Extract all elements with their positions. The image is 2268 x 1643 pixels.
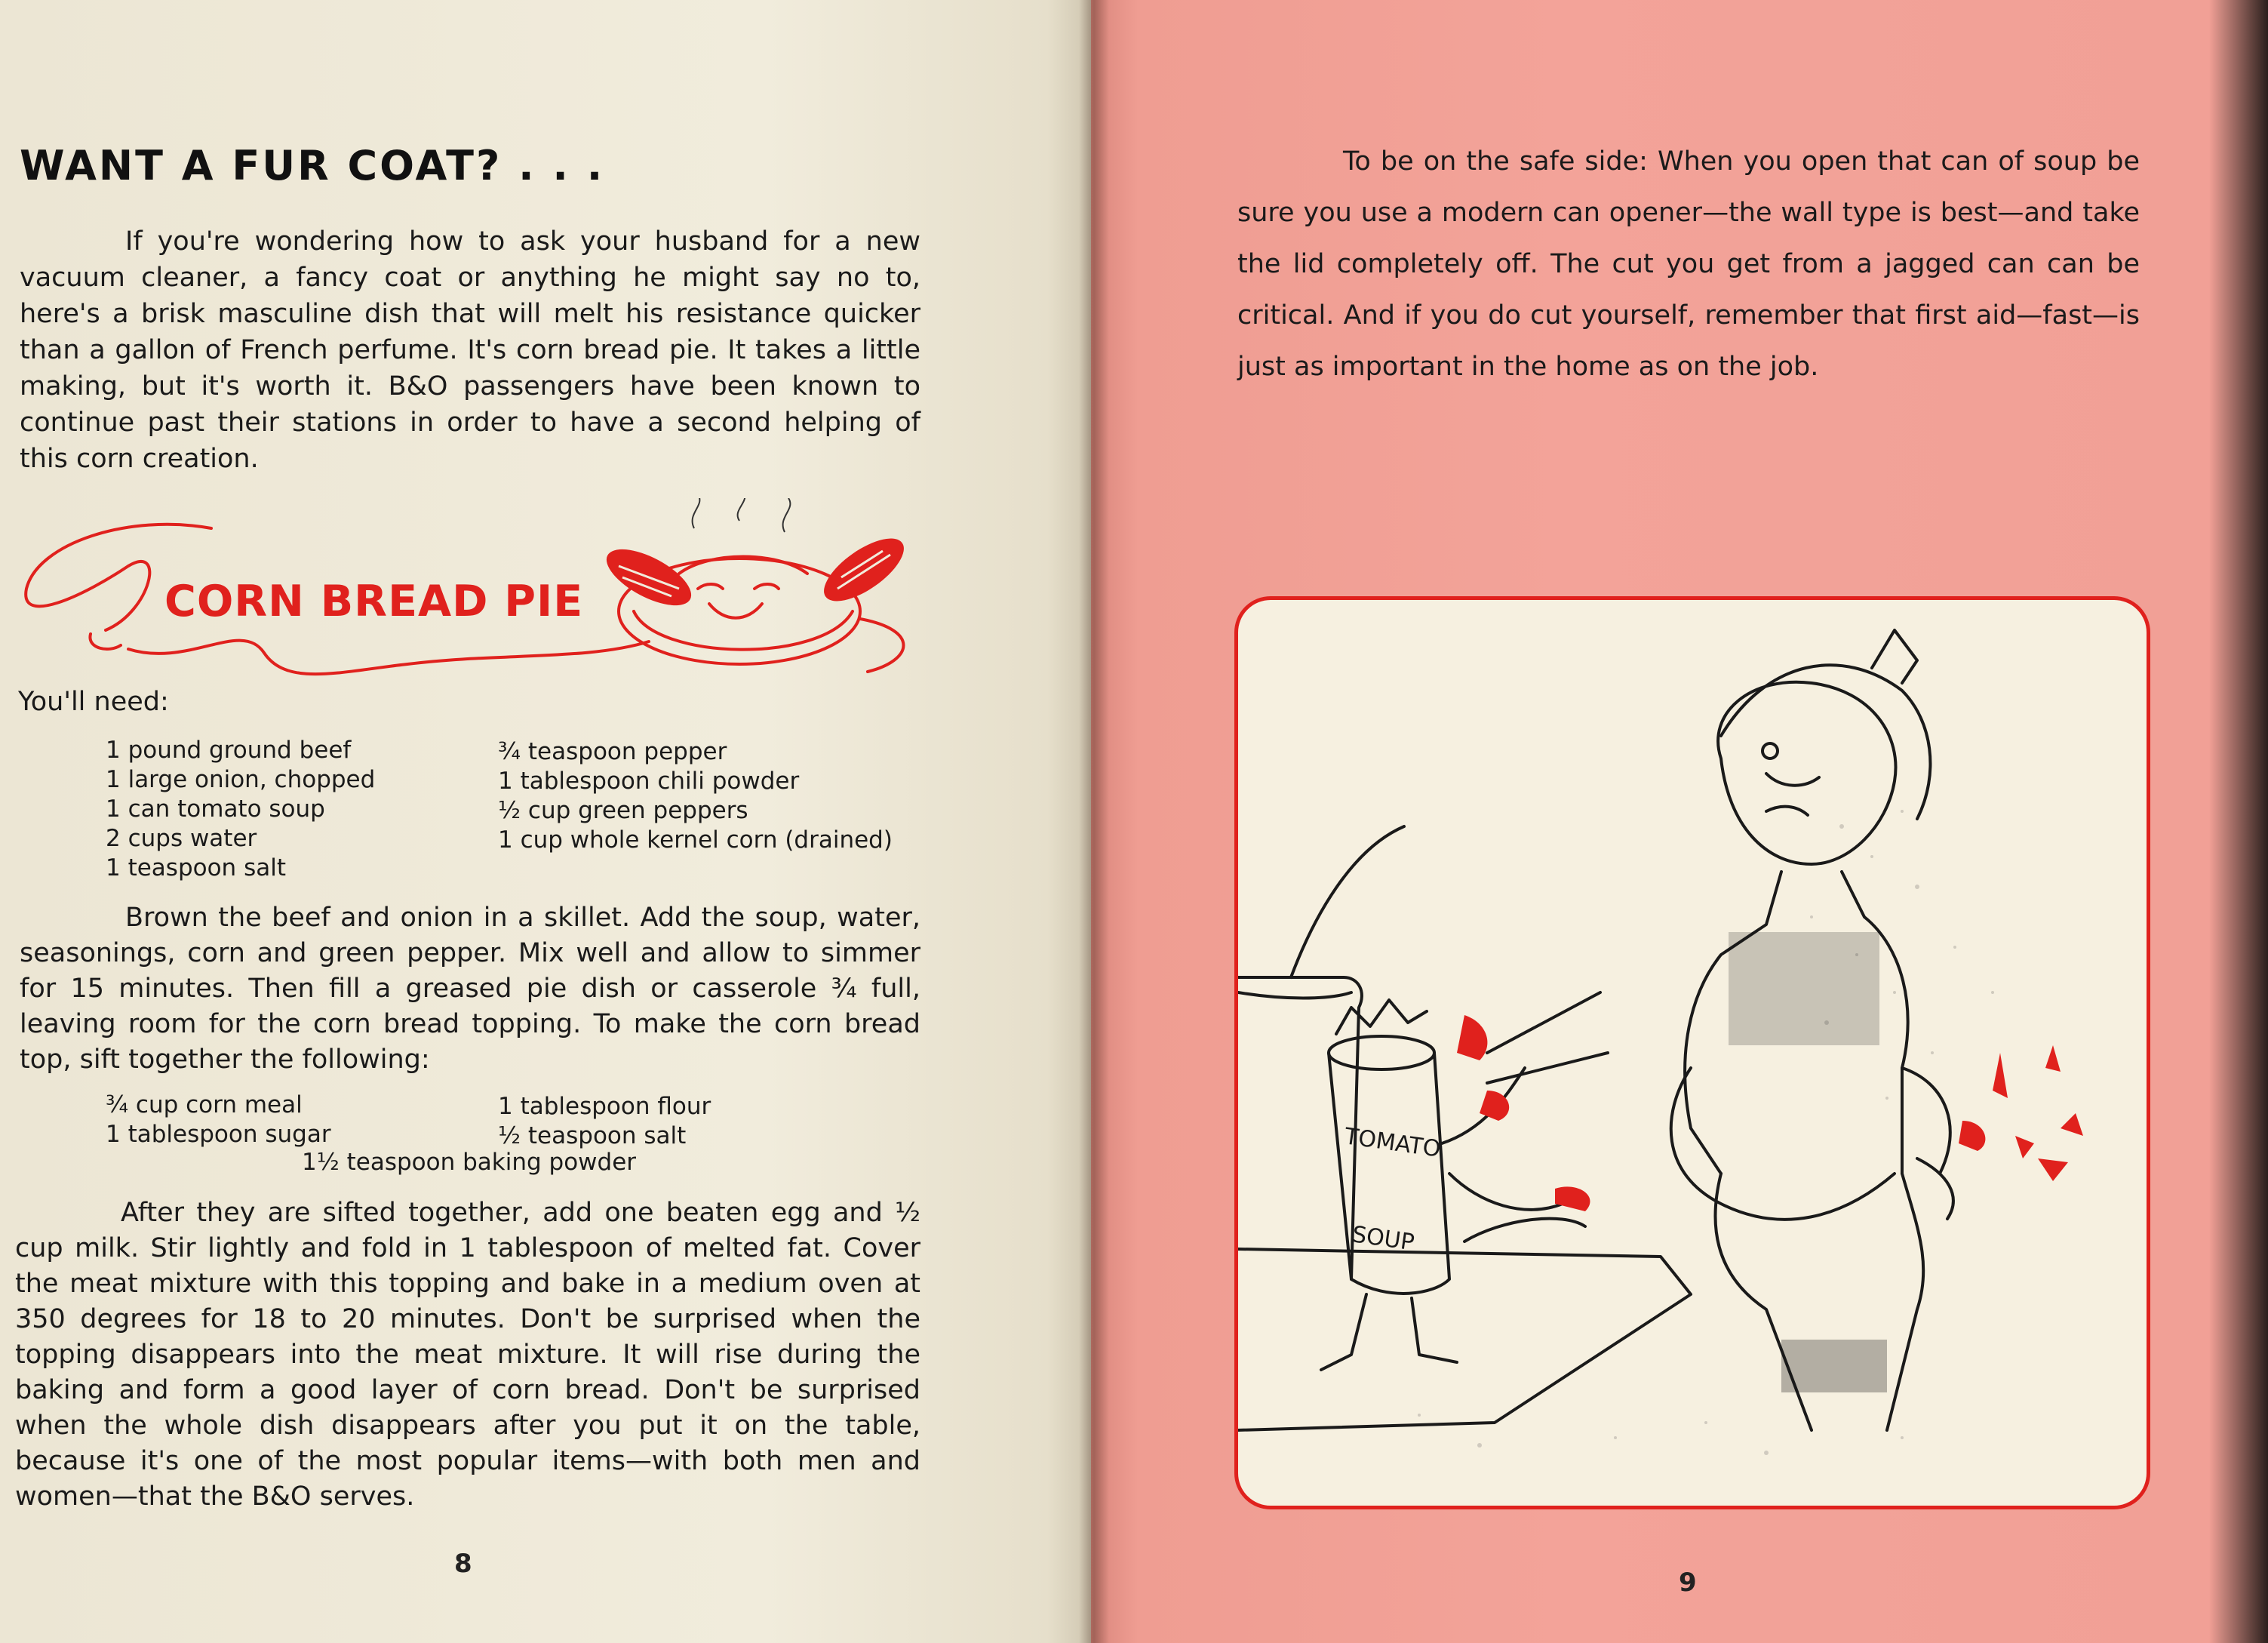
topping-item: ¾ cup corn meal [106,1091,303,1118]
topping-item: ½ teaspoon salt [498,1122,687,1149]
ingredient-item: 1 tablespoon chili powder [498,768,800,795]
topping-right-list [498,1092,711,1151]
final-paragraph: After they are sifted together, add one beaten egg and ½ cup milk. Stir lightly and fold in 1 tablespoon of melted fat. Cover the meat mixture with this topping and bake in a medium oven at 350 degrees for 18 to 20 minutes. Don't be surprised when the topping disappears into the meat mixture. It will rise during the baking and form a good layer of corn bread. Don't be surprised when the whole dish disappears after you put it on the table, because it's one of the most popular items—with both men and women—that the B&O serves. [15,1198,920,1512]
ingredient-item: 1 teaspoon salt [106,854,286,881]
ingredient-item: ½ cup green peppers [498,797,748,824]
book-gutter [1079,0,1109,1643]
ingredients-right-list [498,737,893,855]
ingredient-item: 1 pound ground beef [106,737,352,764]
topping-item-centered: 1½ teaspoon baking powder [302,1149,637,1176]
topping-item: 1 tablespoon flour [498,1093,711,1120]
youll-need-label: You'll need: [18,687,169,717]
ingredient-item: ¾ teaspoon pepper [498,738,727,765]
intro-paragraph: If you're wondering how to ask your husband for a new vacuum cleaner, a fancy coat or anything he might say no to, here's a brisk masculine dish that will melt his resistance quicker than a gallon of French perfume. It's corn bread pie. It takes a little making, but it's worth it. B&O passengers have been known to continue past their stations in order to have a second helping of this corn creation. [20,226,920,474]
page-number-left: 8 [454,1549,472,1579]
recipe-title: CORN BREAD PIE [164,577,584,626]
right-page [1091,0,2268,1643]
ingredient-item: 2 cups water [106,825,257,852]
cartoon-frame [1234,596,2150,1509]
can-label-top: TOMATO [1342,1123,1443,1163]
ingredients-left-list [106,736,375,883]
topping-left-list [106,1091,331,1149]
page-heading: WANT A FUR COAT? . . . [20,142,605,189]
ingredient-item: 1 cup whole kernel corn (drained) [498,826,893,854]
left-page [0,0,1091,1643]
cartoon-illustration [1238,600,2147,1506]
page-number-right: 9 [1679,1568,1697,1598]
ingredient-item: 1 large onion, chopped [106,766,376,793]
safety-paragraph: To be on the safe side: When you open that can of soup be sure you use a modern can opener—the wall type is best—and take the lid completely off. The cut you get from a jagged can can be critical. And if you do cut yourself, remember that first aid—fast—is just as important in the home as on the job. [1237,146,2140,382]
can-label-bottom: SOUP [1350,1221,1416,1257]
ingredient-item: 1 can tomato soup [106,795,325,823]
topping-item: 1 tablespoon sugar [106,1121,331,1148]
instructions-paragraph: Brown the beef and onion in a skillet. Add the soup, water, seasonings, corn and green pepper. Mix well and allow to simmer for 15 minutes. Then fill a greased pie dish or casserole ¾ full, leaving room for the corn bread topping. To make the corn bread top, sift together the following: [20,903,920,1075]
